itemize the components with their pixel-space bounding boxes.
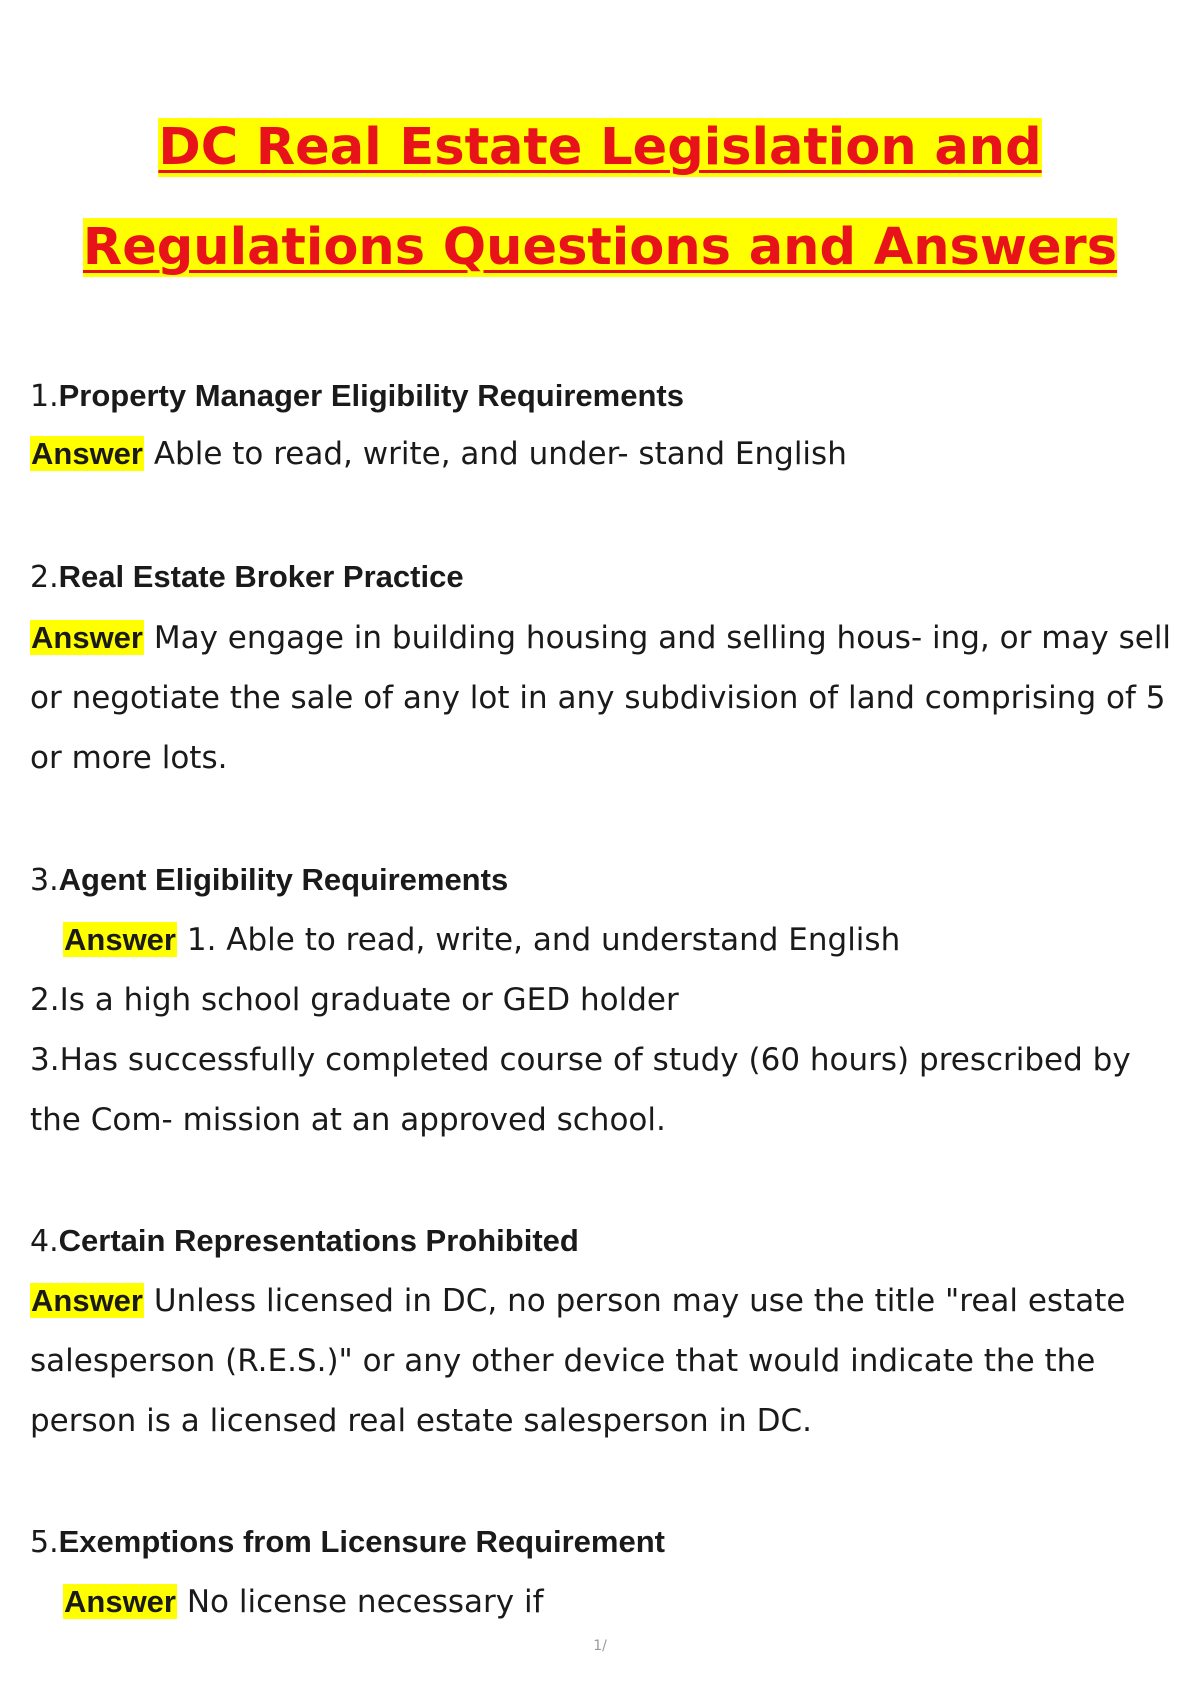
question-4 [30,1221,579,1262]
answer-3 [63,910,1200,970]
question-number: 1. [30,379,59,414]
question-5 [30,1522,665,1563]
question-2 [30,557,464,598]
question-text: Certain Representations Prohibited [58,1223,579,1258]
question-number: 2. [30,560,59,595]
question-number: 3. [30,863,59,898]
question-text: Exemptions from Licensure Requirement [58,1524,665,1559]
answer-label: Answer [64,1584,176,1619]
question-3 [30,860,508,901]
question-text: Property Manager Eligibility Requirements [58,378,684,413]
answer-label: Answer [31,620,143,655]
answer-label: Answer [64,922,176,957]
document-title-line-2: Regulations Questions and Answers [82,218,1118,277]
answer-1 [30,424,1180,484]
question-number: 4. [30,1224,59,1259]
answer-label: Answer [31,436,143,471]
answer-text: Able to read, write, and under- stand English [153,436,847,472]
answer-3-continuation-2: 3.Has successfully completed course of study (60 hours) prescribed by the Com- mission at an approved school. [30,1042,1131,1138]
page-number: 1/ [593,1638,607,1654]
answer-label: Answer [31,1283,143,1318]
answer-3-continuation-1: 2.Is a high school graduate or GED holder [30,982,679,1018]
question-number: 5. [30,1525,59,1560]
question-1 [30,376,684,417]
question-text: Real Estate Broker Practice [58,559,464,594]
answer-4 [30,1271,1180,1451]
document-title-line-1: DC Real Estate Legislation and [158,118,1042,177]
answer-text: Unless licensed in DC, no person may use the title "real estate salesperson (R.E.S.)" or any other device that would indicate the the person is a licensed real estate salesperson in DC. [30,1283,1126,1439]
answer-5 [63,1572,1200,1632]
question-text: Agent Eligibility Requirements [58,862,509,897]
answer-text: No license necessary if [186,1584,544,1620]
answer-text: 1. Able to read, write, and understand English [186,922,901,958]
answer-text: May engage in building housing and selling hous- ing, or may sell or negotiate the sale of any lot in any subdivision of land comprising of 5 or more lots. [30,620,1172,776]
answer-2 [30,608,1180,788]
